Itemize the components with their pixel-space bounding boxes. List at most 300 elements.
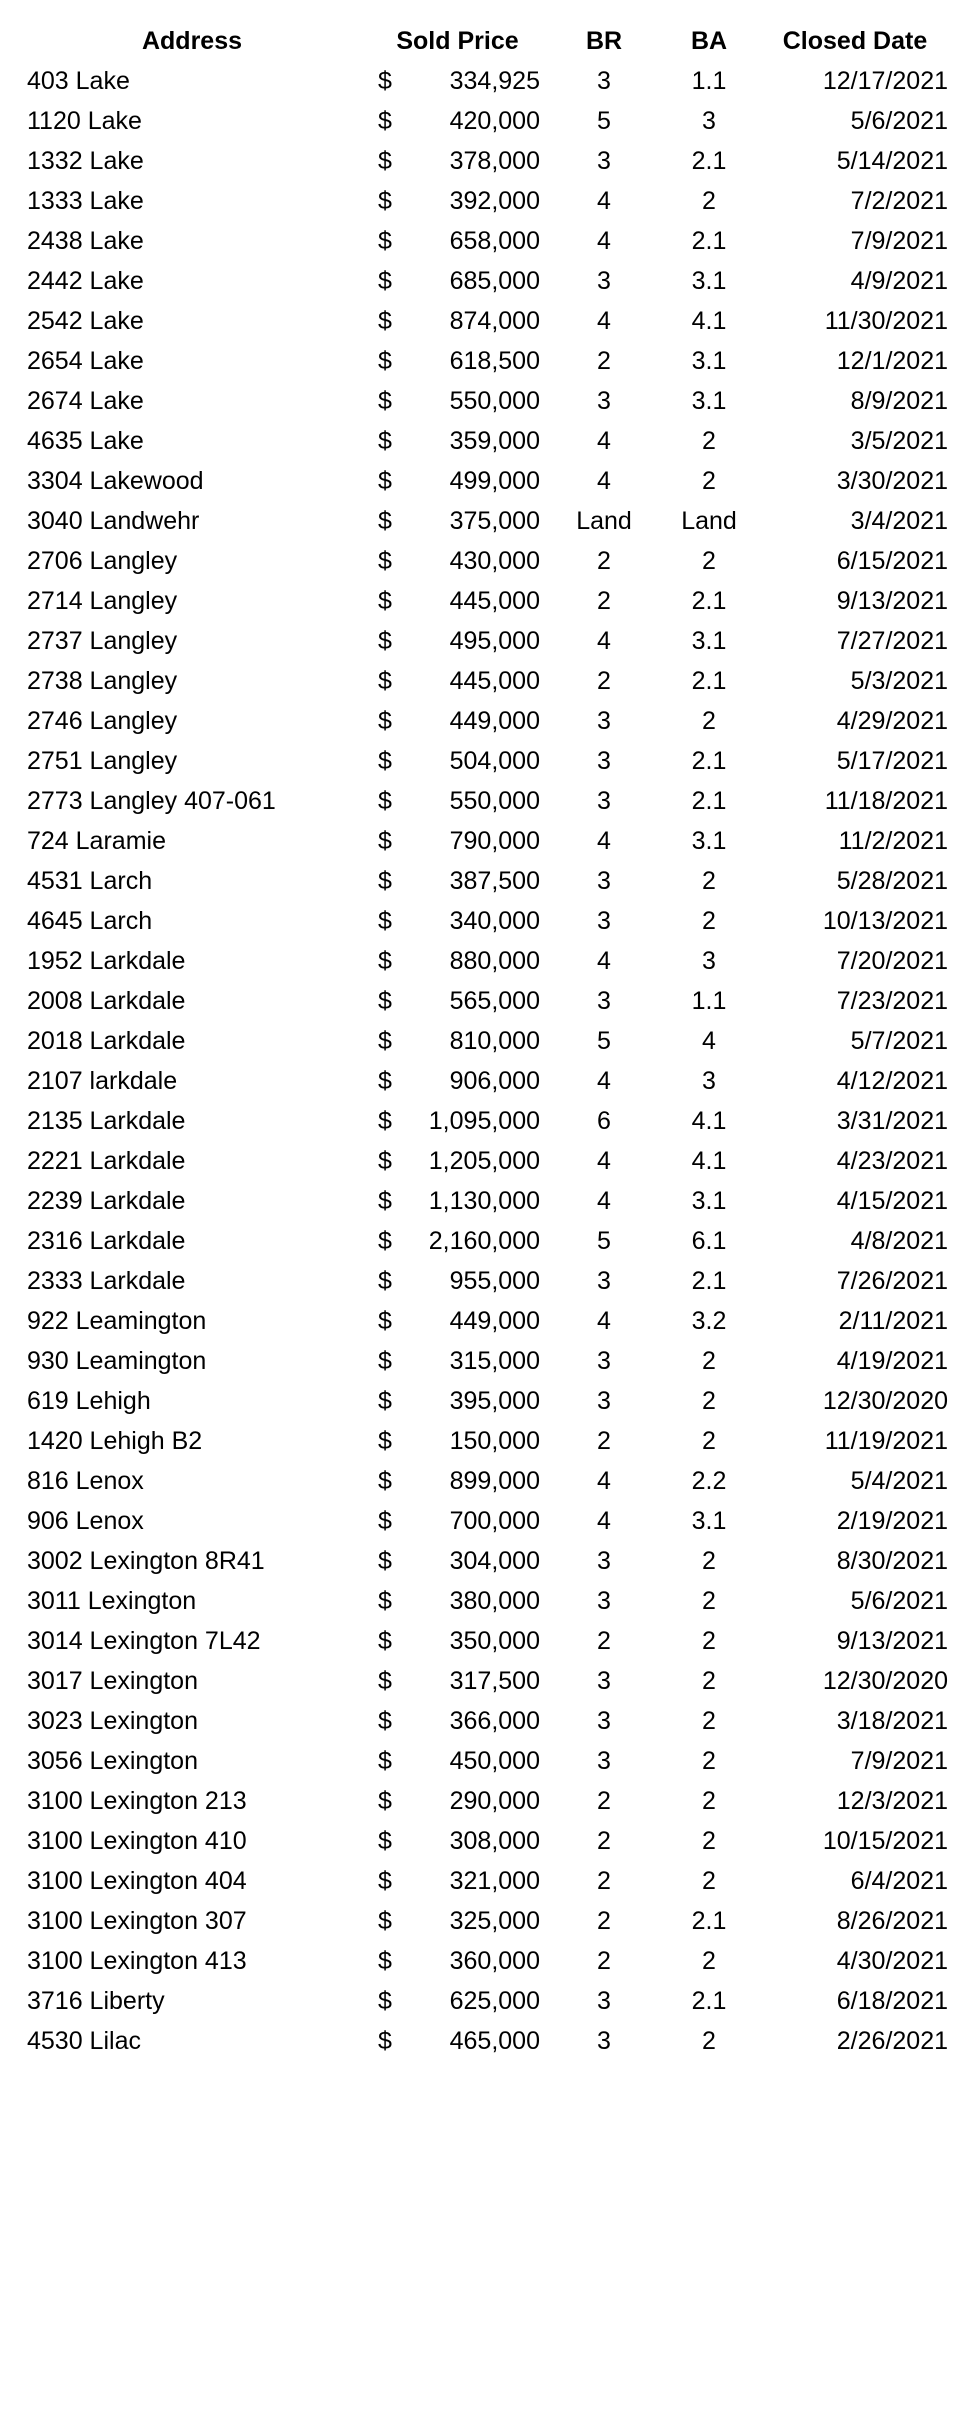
br-cell: 4 — [597, 1187, 611, 1215]
br-cell: 4 — [597, 1307, 611, 1335]
closed-date-cell: 4/29/2021 — [836, 707, 948, 735]
address-cell: 2773 Langley 407-061 — [27, 787, 276, 815]
sold-price-cell: 340,000 — [449, 907, 540, 935]
br-cell: 3 — [597, 1587, 611, 1615]
sold-price-cell: 350,000 — [449, 1627, 540, 1655]
sold-price-cell: 445,000 — [449, 667, 540, 695]
table-row — [0, 781, 978, 821]
address-cell: 2135 Larkdale — [27, 1107, 186, 1135]
currency-symbol: $ — [378, 1227, 392, 1255]
table-row — [0, 1101, 978, 1141]
br-cell: 3 — [597, 267, 611, 295]
br-cell: 3 — [597, 1267, 611, 1295]
closed-date-cell: 12/3/2021 — [836, 1787, 948, 1815]
br-cell: 2 — [597, 1627, 611, 1655]
closed-date-cell: 11/30/2021 — [824, 307, 948, 335]
ba-cell: 2.1 — [691, 227, 727, 255]
br-cell: 4 — [597, 947, 611, 975]
ba-cell: 2.1 — [691, 1987, 727, 2015]
table-row — [0, 1901, 978, 1941]
table-row — [0, 941, 978, 981]
currency-symbol: $ — [378, 227, 392, 255]
address-cell: 906 Lenox — [27, 1507, 144, 1535]
table-row — [0, 1381, 978, 1421]
currency-symbol: $ — [378, 707, 392, 735]
header-sold-price: Sold Price — [396, 27, 519, 55]
address-cell: 2654 Lake — [27, 347, 144, 375]
address-cell: 3040 Landwehr — [27, 507, 200, 535]
header-ba: BA — [690, 27, 728, 55]
currency-symbol: $ — [378, 867, 392, 895]
br-cell: 2 — [597, 547, 611, 575]
closed-date-cell: 6/18/2021 — [836, 1987, 948, 2015]
sold-price-cell: 150,000 — [449, 1427, 540, 1455]
sold-price-cell: 325,000 — [449, 1907, 540, 1935]
sold-price-cell: 420,000 — [449, 107, 540, 135]
address-cell: 922 Leamington — [27, 1307, 207, 1335]
sold-price-cell: 685,000 — [449, 267, 540, 295]
closed-date-cell: 4/15/2021 — [836, 1187, 948, 1215]
closed-date-cell: 7/27/2021 — [836, 627, 948, 655]
table-row — [0, 301, 978, 341]
closed-date-cell: 2/26/2021 — [836, 2027, 948, 2055]
ba-cell: 3.2 — [691, 1307, 727, 1335]
ba-cell: 2 — [702, 187, 716, 215]
address-cell: 3100 Lexington 404 — [27, 1867, 247, 1895]
ba-cell: 2.1 — [691, 1267, 727, 1295]
currency-symbol: $ — [378, 1467, 392, 1495]
address-cell: 724 Laramie — [27, 827, 166, 855]
sold-price-cell: 360,000 — [449, 1947, 540, 1975]
br-cell: 2 — [597, 1947, 611, 1975]
ba-cell: 2 — [702, 1547, 716, 1575]
ba-cell: 2 — [702, 1827, 716, 1855]
currency-symbol: $ — [378, 2027, 392, 2055]
sold-price-cell: 504,000 — [449, 747, 540, 775]
closed-date-cell: 5/28/2021 — [836, 867, 948, 895]
currency-symbol: $ — [378, 667, 392, 695]
table-row — [0, 1501, 978, 1541]
sold-price-cell: 906,000 — [449, 1067, 540, 1095]
ba-cell: 3.1 — [691, 1507, 727, 1535]
br-cell: 2 — [597, 587, 611, 615]
table-row — [0, 661, 978, 701]
ba-cell: 6.1 — [691, 1227, 727, 1255]
ba-cell: 2 — [702, 1747, 716, 1775]
currency-symbol: $ — [378, 1027, 392, 1055]
sold-price-cell: 290,000 — [449, 1787, 540, 1815]
sold-price-cell: 874,000 — [449, 307, 540, 335]
br-cell: 3 — [597, 787, 611, 815]
sold-price-cell: 321,000 — [449, 1867, 540, 1895]
sold-price-cell: 700,000 — [449, 1507, 540, 1535]
currency-symbol: $ — [378, 1147, 392, 1175]
br-cell: 3 — [597, 1987, 611, 2015]
address-cell: 2438 Lake — [27, 227, 144, 255]
table-row — [0, 2021, 978, 2061]
table-row — [0, 1341, 978, 1381]
table-row — [0, 221, 978, 261]
currency-symbol: $ — [378, 947, 392, 975]
closed-date-cell: 7/9/2021 — [850, 1747, 948, 1775]
ba-cell: 2.1 — [691, 787, 727, 815]
br-cell: 4 — [597, 227, 611, 255]
table-row — [0, 1701, 978, 1741]
table-row — [0, 1061, 978, 1101]
currency-symbol: $ — [378, 387, 392, 415]
address-cell: 4531 Larch — [27, 867, 153, 895]
ba-cell: 3 — [702, 947, 716, 975]
ba-cell: 2.1 — [691, 587, 727, 615]
closed-date-cell: 12/30/2020 — [822, 1667, 948, 1695]
sold-price-cell: 1,205,000 — [428, 1147, 540, 1175]
br-cell: 4 — [597, 1467, 611, 1495]
br-cell: 4 — [597, 827, 611, 855]
closed-date-cell: 10/13/2021 — [822, 907, 948, 935]
address-cell: 2442 Lake — [27, 267, 144, 295]
address-cell: 3014 Lexington 7L42 — [27, 1627, 261, 1655]
ba-cell: 1.1 — [691, 987, 727, 1015]
closed-date-cell: 4/30/2021 — [836, 1947, 948, 1975]
ba-cell: 2 — [702, 1627, 716, 1655]
table-row — [0, 1421, 978, 1461]
table-row — [0, 141, 978, 181]
currency-symbol: $ — [378, 1747, 392, 1775]
sold-price-cell: 359,000 — [449, 427, 540, 455]
currency-symbol: $ — [378, 1947, 392, 1975]
address-cell: 3100 Lexington 307 — [27, 1907, 247, 1935]
br-cell: 5 — [597, 107, 611, 135]
closed-date-cell: 2/11/2021 — [838, 1307, 948, 1335]
table-row — [0, 1301, 978, 1341]
ba-cell: 3.1 — [691, 387, 727, 415]
closed-date-cell: 4/12/2021 — [836, 1067, 948, 1095]
currency-symbol: $ — [378, 627, 392, 655]
ba-cell: 4.1 — [691, 1147, 727, 1175]
sold-price-cell: 392,000 — [449, 187, 540, 215]
address-cell: 2674 Lake — [27, 387, 144, 415]
br-cell: 2 — [597, 347, 611, 375]
br-cell: 2 — [597, 1867, 611, 1895]
closed-date-cell: 4/23/2021 — [836, 1147, 948, 1175]
sold-price-cell: 1,095,000 — [428, 1107, 540, 1135]
address-cell: 1120 Lake — [27, 107, 142, 135]
table-row — [0, 421, 978, 461]
closed-date-cell: 5/3/2021 — [850, 667, 948, 695]
ba-cell: 2.2 — [691, 1467, 727, 1495]
closed-date-cell: 5/6/2021 — [850, 1587, 948, 1615]
currency-symbol: $ — [378, 187, 392, 215]
closed-date-cell: 3/18/2021 — [836, 1707, 948, 1735]
table-row — [0, 461, 978, 501]
table-row — [0, 861, 978, 901]
ba-cell: 2 — [702, 547, 716, 575]
closed-date-cell: 4/19/2021 — [836, 1347, 948, 1375]
address-cell: 930 Leamington — [27, 1347, 207, 1375]
closed-date-cell: 7/2/2021 — [850, 187, 948, 215]
br-cell: 3 — [597, 1387, 611, 1415]
br-cell: 5 — [597, 1227, 611, 1255]
closed-date-cell: 3/30/2021 — [836, 467, 948, 495]
ba-cell: 2 — [702, 1427, 716, 1455]
currency-symbol: $ — [378, 1627, 392, 1655]
closed-date-cell: 7/26/2021 — [836, 1267, 948, 1295]
sold-price-cell: 1,130,000 — [428, 1187, 540, 1215]
currency-symbol: $ — [378, 307, 392, 335]
table-row — [0, 1621, 978, 1661]
br-cell: 4 — [597, 627, 611, 655]
sold-price-cell: 618,500 — [449, 347, 540, 375]
sold-price-cell: 387,500 — [449, 867, 540, 895]
ba-cell: 3.1 — [691, 627, 727, 655]
sold-price-cell: 315,000 — [449, 1347, 540, 1375]
closed-date-cell: 7/9/2021 — [850, 227, 948, 255]
sold-price-cell: 395,000 — [449, 1387, 540, 1415]
currency-symbol: $ — [378, 347, 392, 375]
br-cell: 2 — [597, 1827, 611, 1855]
ba-cell: 2.1 — [691, 667, 727, 695]
address-cell: 2316 Larkdale — [27, 1227, 186, 1255]
table-row — [0, 741, 978, 781]
closed-date-cell: 6/4/2021 — [850, 1867, 948, 1895]
currency-symbol: $ — [378, 467, 392, 495]
address-cell: 3100 Lexington 213 — [27, 1787, 247, 1815]
br-cell: 4 — [597, 427, 611, 455]
address-cell: 2008 Larkdale — [27, 987, 186, 1015]
br-cell: 2 — [597, 1427, 611, 1455]
closed-date-cell: 7/20/2021 — [836, 947, 948, 975]
header-br: BR — [585, 27, 623, 55]
closed-date-cell: 8/26/2021 — [836, 1907, 948, 1935]
currency-symbol: $ — [378, 787, 392, 815]
address-cell: 3100 Lexington 413 — [27, 1947, 247, 1975]
sold-price-cell: 565,000 — [449, 987, 540, 1015]
address-cell: 816 Lenox — [27, 1467, 144, 1495]
br-cell: 3 — [597, 147, 611, 175]
currency-symbol: $ — [378, 907, 392, 935]
closed-date-cell: 8/9/2021 — [850, 387, 948, 415]
closed-date-cell: 7/23/2021 — [836, 987, 948, 1015]
currency-symbol: $ — [378, 1067, 392, 1095]
br-cell: 3 — [597, 67, 611, 95]
closed-date-cell: 9/13/2021 — [836, 1627, 948, 1655]
address-cell: 2738 Langley — [27, 667, 178, 695]
closed-date-cell: 5/14/2021 — [836, 147, 948, 175]
table-row — [0, 1661, 978, 1701]
sold-price-cell: 465,000 — [449, 2027, 540, 2055]
sold-price-cell: 810,000 — [449, 1027, 540, 1055]
table-row — [0, 1461, 978, 1501]
ba-cell: 2.1 — [691, 747, 727, 775]
address-cell: 1332 Lake — [27, 147, 144, 175]
ba-cell: 2 — [702, 867, 716, 895]
sold-price-cell: 625,000 — [449, 1987, 540, 2015]
currency-symbol: $ — [378, 1587, 392, 1615]
closed-date-cell: 11/18/2021 — [824, 787, 948, 815]
br-cell: 3 — [597, 1747, 611, 1775]
ba-cell: 2 — [702, 1947, 716, 1975]
br-cell: 3 — [597, 1547, 611, 1575]
sold-price-cell: 955,000 — [449, 1267, 540, 1295]
table-row — [0, 1981, 978, 2021]
sold-price-cell: 304,000 — [449, 1547, 540, 1575]
sold-price-cell: 378,000 — [449, 147, 540, 175]
currency-symbol: $ — [378, 1867, 392, 1895]
sold-price-cell: 430,000 — [449, 547, 540, 575]
currency-symbol: $ — [378, 827, 392, 855]
address-cell: 3002 Lexington 8R41 — [27, 1547, 265, 1575]
address-cell: 2107 larkdale — [27, 1067, 178, 1095]
currency-symbol: $ — [378, 507, 392, 535]
closed-date-cell: 11/2/2021 — [838, 827, 948, 855]
address-cell: 3017 Lexington — [27, 1667, 198, 1695]
br-cell: 2 — [597, 1787, 611, 1815]
table-row — [0, 1141, 978, 1181]
currency-symbol: $ — [378, 1547, 392, 1575]
closed-date-cell: 3/31/2021 — [836, 1107, 948, 1135]
currency-symbol: $ — [378, 1387, 392, 1415]
address-cell: 2221 Larkdale — [27, 1147, 186, 1175]
sold-price-cell: 658,000 — [449, 227, 540, 255]
br-cell: 3 — [597, 907, 611, 935]
table-row — [0, 981, 978, 1021]
address-cell: 1952 Larkdale — [27, 947, 186, 975]
address-cell: 2333 Larkdale — [27, 1267, 186, 1295]
br-cell: 4 — [597, 467, 611, 495]
closed-date-cell: 12/30/2020 — [822, 1387, 948, 1415]
sold-price-cell: 366,000 — [449, 1707, 540, 1735]
table-row — [0, 1021, 978, 1061]
ba-cell: 2 — [702, 467, 716, 495]
address-cell: 4645 Larch — [27, 907, 153, 935]
br-cell: 4 — [597, 187, 611, 215]
closed-date-cell: 8/30/2021 — [836, 1547, 948, 1575]
br-cell: 3 — [597, 707, 611, 735]
address-cell: 1420 Lehigh B2 — [27, 1427, 203, 1455]
sold-price-cell: 449,000 — [449, 707, 540, 735]
address-cell: 2239 Larkdale — [27, 1187, 186, 1215]
sold-price-cell: 495,000 — [449, 627, 540, 655]
address-cell: 3023 Lexington — [27, 1707, 198, 1735]
sold-price-cell: 450,000 — [449, 1747, 540, 1775]
ba-cell: 4.1 — [691, 307, 727, 335]
table-row — [0, 181, 978, 221]
br-cell: 3 — [597, 2027, 611, 2055]
sold-price-cell: 308,000 — [449, 1827, 540, 1855]
br-cell: 4 — [597, 1507, 611, 1535]
table-row — [0, 1581, 978, 1621]
closed-date-cell: 3/4/2021 — [850, 507, 948, 535]
ba-cell: 3.1 — [691, 1187, 727, 1215]
ba-cell: 3 — [702, 107, 716, 135]
closed-date-cell: 3/5/2021 — [850, 427, 948, 455]
br-cell: 2 — [597, 667, 611, 695]
sold-price-cell: 899,000 — [449, 1467, 540, 1495]
table-row — [0, 621, 978, 661]
br-cell: 3 — [597, 387, 611, 415]
currency-symbol: $ — [378, 987, 392, 1015]
currency-symbol: $ — [378, 747, 392, 775]
ba-cell: 2 — [702, 427, 716, 455]
sold-price-cell: 375,000 — [449, 507, 540, 535]
ba-cell: 3.1 — [691, 267, 727, 295]
ba-cell: 4 — [702, 1027, 716, 1055]
closed-date-cell: 4/8/2021 — [850, 1227, 948, 1255]
closed-date-cell: 12/1/2021 — [836, 347, 948, 375]
table-row — [0, 1781, 978, 1821]
currency-symbol: $ — [378, 1347, 392, 1375]
table-row — [0, 341, 978, 381]
closed-date-cell: 9/13/2021 — [836, 587, 948, 615]
ba-cell: 2 — [702, 1867, 716, 1895]
ba-cell: 2 — [702, 1707, 716, 1735]
address-cell: 2542 Lake — [27, 307, 144, 335]
ba-cell: 2.1 — [691, 147, 727, 175]
sold-price-cell: 380,000 — [449, 1587, 540, 1615]
br-cell: 4 — [597, 1147, 611, 1175]
br-cell: 3 — [597, 1707, 611, 1735]
currency-symbol: $ — [378, 1427, 392, 1455]
ba-cell: Land — [681, 507, 737, 535]
address-cell: 3056 Lexington — [27, 1747, 198, 1775]
closed-date-cell: 5/4/2021 — [850, 1467, 948, 1495]
header-address: Address — [141, 27, 243, 55]
address-cell: 3011 Lexington — [27, 1587, 197, 1615]
br-cell: 2 — [597, 1907, 611, 1935]
closed-date-cell: 10/15/2021 — [822, 1827, 948, 1855]
closed-date-cell: 11/19/2021 — [824, 1427, 948, 1455]
ba-cell: 3 — [702, 1067, 716, 1095]
ba-cell: 2 — [702, 1587, 716, 1615]
address-cell: 2714 Langley — [27, 587, 178, 615]
closed-date-cell: 12/17/2021 — [822, 67, 948, 95]
br-cell: 3 — [597, 1667, 611, 1695]
currency-symbol: $ — [378, 1307, 392, 1335]
sold-price-cell: 790,000 — [449, 827, 540, 855]
address-cell: 4530 Lilac — [27, 2027, 141, 2055]
br-cell: Land — [576, 507, 632, 535]
table-row — [0, 1541, 978, 1581]
currency-symbol: $ — [378, 147, 392, 175]
address-cell: 2746 Langley — [27, 707, 178, 735]
table-row — [0, 1221, 978, 1261]
sold-price-cell: 550,000 — [449, 387, 540, 415]
currency-symbol: $ — [378, 1827, 392, 1855]
ba-cell: 2 — [702, 1387, 716, 1415]
br-cell: 4 — [597, 1067, 611, 1095]
currency-symbol: $ — [378, 547, 392, 575]
ba-cell: 2 — [702, 907, 716, 935]
table-row — [0, 821, 978, 861]
table-row — [0, 261, 978, 301]
closed-date-cell: 5/6/2021 — [850, 107, 948, 135]
currency-symbol: $ — [378, 107, 392, 135]
currency-symbol: $ — [378, 1507, 392, 1535]
br-cell: 4 — [597, 307, 611, 335]
address-cell: 3304 Lakewood — [27, 467, 204, 495]
ba-cell: 2 — [702, 1347, 716, 1375]
ba-cell: 2 — [702, 2027, 716, 2055]
table-row — [0, 1821, 978, 1861]
table-row — [0, 381, 978, 421]
br-cell: 3 — [597, 867, 611, 895]
ba-cell: 3.1 — [691, 347, 727, 375]
header-row — [0, 21, 978, 61]
currency-symbol: $ — [378, 1667, 392, 1695]
table-row — [0, 1741, 978, 1781]
address-cell: 4635 Lake — [27, 427, 144, 455]
br-cell: 3 — [597, 987, 611, 1015]
